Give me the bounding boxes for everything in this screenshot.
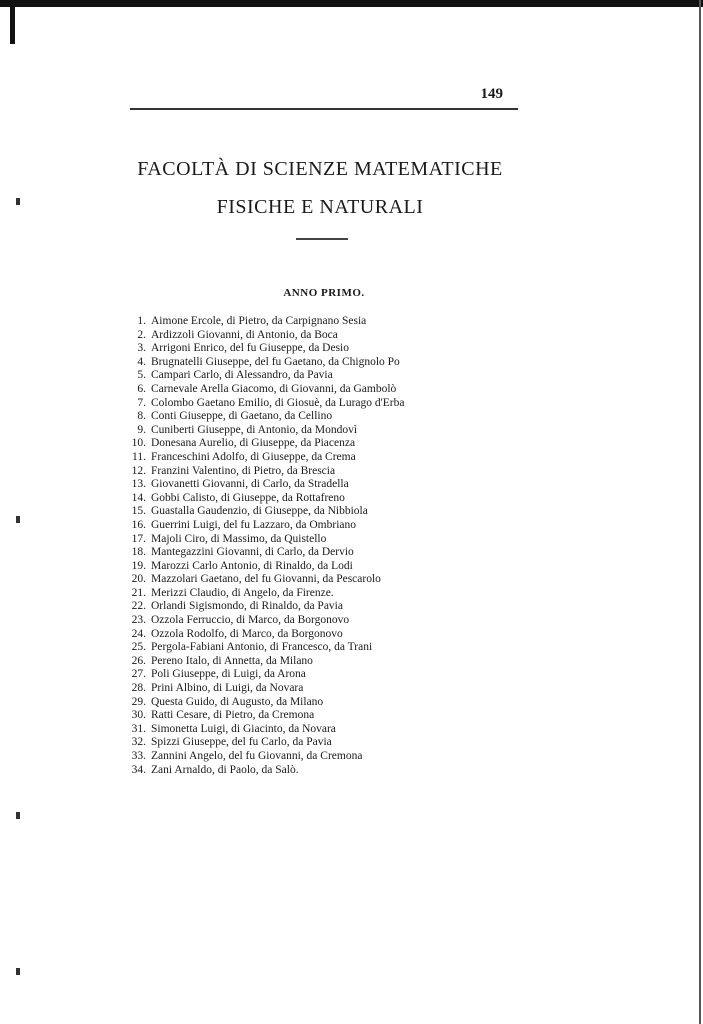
student-entry (110, 628, 404, 642)
student-number: 14. (131, 491, 146, 504)
student-details: Marozzi Carlo Antonio, di Rinaldo, da Lodi (151, 559, 353, 572)
student-details: Guerrini Luigi, del fu Lazzaro, da Ombriano (151, 518, 357, 531)
student-entry (110, 478, 404, 492)
student-details: Conti Giuseppe, di Gaetano, da Cellino (151, 410, 333, 423)
student-details: Ratti Cesare, di Pietro, da Cremona (151, 709, 315, 722)
student-number: 11. (132, 450, 146, 463)
student-details: Prini Albino, di Luigi, da Novara (151, 682, 304, 695)
student-details: Donesana Aurelio, di Giuseppe, da Piacenza (151, 437, 356, 450)
student-entry (110, 342, 404, 356)
student-details: Majoli Ciro, di Massimo, da Quistello (151, 532, 327, 545)
student-entry (110, 668, 404, 682)
student-entry (110, 369, 404, 383)
student-entry (110, 315, 404, 329)
student-number: 7. (137, 396, 146, 409)
student-entry (110, 546, 404, 560)
student-number: 5. (137, 369, 146, 382)
student-number: 33. (131, 750, 146, 762)
margin-mark (16, 516, 20, 523)
student-details: Questa Guido, di Augusto, da Milano (151, 695, 324, 708)
student-details: Merizzi Claudio, di Angelo, da Firenze. (151, 586, 334, 599)
student-details: Campari Carlo, di Alessandro, da Pavia (151, 369, 333, 382)
student-entry (110, 451, 404, 465)
student-number: 28. (131, 682, 146, 695)
student-number: 26. (131, 654, 146, 667)
section-heading: ANNO PRIMO. (283, 287, 365, 299)
student-details: Poli Giuseppe, di Luigi, da Arona (151, 668, 306, 681)
scan-left-mark (10, 4, 15, 44)
scan-top-border (0, 0, 703, 7)
student-details: Mantegazzini Giovanni, di Carlo, da Dervio (151, 546, 354, 559)
student-number: 10. (131, 437, 146, 450)
student-number: 22. (131, 600, 146, 613)
student-list (110, 315, 404, 777)
student-details: Brugnatelli Giuseppe, del fu Gaetano, da Chignolo Po (151, 355, 400, 368)
student-entry (110, 696, 404, 710)
student-entry (110, 505, 404, 519)
student-entry (110, 682, 404, 696)
student-number: 4. (137, 355, 146, 368)
student-details: Aimone Ercole, di Pietro, da Carpignano Sesia (151, 315, 367, 327)
student-number: 29. (131, 695, 146, 708)
student-number: 9. (137, 423, 146, 436)
student-number: 30. (131, 709, 146, 722)
decorative-ornament (296, 238, 348, 240)
student-number: 13. (131, 478, 146, 491)
student-entry (110, 723, 404, 737)
student-entry (110, 736, 404, 750)
faculty-title-line-1: FACOLTÀ DI SCIENZE MATEMATICHE (137, 158, 503, 180)
student-details: Cuniberti Giuseppe, di Antonio, da Mondovì (151, 423, 358, 436)
student-details: Zani Arnaldo, di Paolo, da Salò. (151, 763, 299, 776)
student-details: Giovanetti Giovanni, di Carlo, da Stradella (151, 478, 349, 491)
student-number: 6. (137, 382, 146, 395)
student-details: Pergola-Fabiani Antonio, di Francesco, da Trani (151, 641, 373, 654)
scan-right-edge (699, 0, 701, 1024)
student-number: 31. (131, 722, 146, 735)
student-entry (110, 329, 404, 343)
student-entry (110, 600, 404, 614)
student-number: 12. (131, 464, 146, 477)
student-entry (110, 641, 404, 655)
faculty-title-line-2: FISICHE E NATURALI (216, 196, 424, 218)
student-number: 21. (131, 586, 146, 599)
student-entry (110, 437, 404, 451)
student-details: Spizzi Giuseppe, del fu Carlo, da Pavia (151, 736, 332, 749)
student-details: Ardizzoli Giovanni, di Antonio, da Boca (151, 328, 338, 341)
student-number: 24. (131, 627, 146, 640)
student-details: Franceschini Adolfo, di Giuseppe, da Crema (151, 450, 356, 463)
page-number: 149 (480, 86, 503, 102)
student-number: 23. (131, 614, 146, 627)
student-details: Pereno Italo, di Annetta, da Milano (151, 654, 313, 667)
student-details: Ozzola Rodolfo, di Marco, da Borgonovo (151, 627, 343, 640)
student-number: 2. (137, 328, 146, 341)
student-entry (110, 383, 404, 397)
student-entry (110, 750, 404, 764)
student-number: 27. (131, 668, 146, 681)
student-number: 19. (131, 559, 146, 572)
student-details: Colombo Gaetano Emilio, di Giosuè, da Lurago d'Erba (151, 396, 405, 409)
student-number: 25. (131, 641, 146, 654)
student-number: 16. (131, 518, 146, 531)
student-entry (110, 655, 404, 669)
student-entry (110, 465, 404, 479)
student-number: 18. (131, 546, 146, 559)
student-number: 20. (131, 573, 146, 586)
student-details: Ozzola Ferruccio, di Marco, da Borgonovo (151, 614, 350, 627)
student-entry (110, 614, 404, 628)
student-number: 17. (131, 532, 146, 545)
student-details: Mazzolari Gaetano, del fu Giovanni, da Pescarolo (151, 573, 381, 586)
student-entry (110, 764, 404, 778)
student-number: 1. (137, 315, 146, 327)
student-number: 15. (131, 505, 146, 518)
student-details: Carnevale Arella Giacomo, di Giovanni, da Gambolò (151, 382, 397, 395)
student-entry (110, 560, 404, 574)
student-entry (110, 356, 404, 370)
student-entry (110, 519, 404, 533)
student-entry (110, 533, 404, 547)
student-number: 32. (131, 736, 146, 749)
student-details: Gobbi Calisto, di Giuseppe, da Rottafreno (151, 491, 345, 504)
student-details: Guastalla Gaudenzio, di Giuseppe, da Nibbiola (151, 505, 368, 518)
header-rule (130, 108, 518, 110)
student-details: Arrigoni Enrico, del fu Giuseppe, da Desio (151, 342, 350, 355)
student-entry (110, 573, 404, 587)
student-number: 3. (137, 342, 146, 355)
student-details: Orlandi Sigismondo, di Rinaldo, da Pavia (151, 600, 343, 613)
student-number: 8. (137, 410, 146, 423)
student-entry (110, 709, 404, 723)
student-entry (110, 410, 404, 424)
student-number: 34. (131, 763, 146, 776)
student-details: Franzini Valentino, di Pietro, da Brescia (151, 464, 336, 477)
student-entry (110, 424, 404, 438)
student-details: Simonetta Luigi, di Giacinto, da Novara (151, 722, 336, 735)
margin-mark (16, 968, 20, 975)
student-details: Zannini Angelo, del fu Giovanni, da Cremona (151, 750, 363, 762)
student-entry (110, 492, 404, 506)
student-entry (110, 587, 404, 601)
margin-mark (16, 812, 20, 819)
student-entry (110, 397, 404, 411)
